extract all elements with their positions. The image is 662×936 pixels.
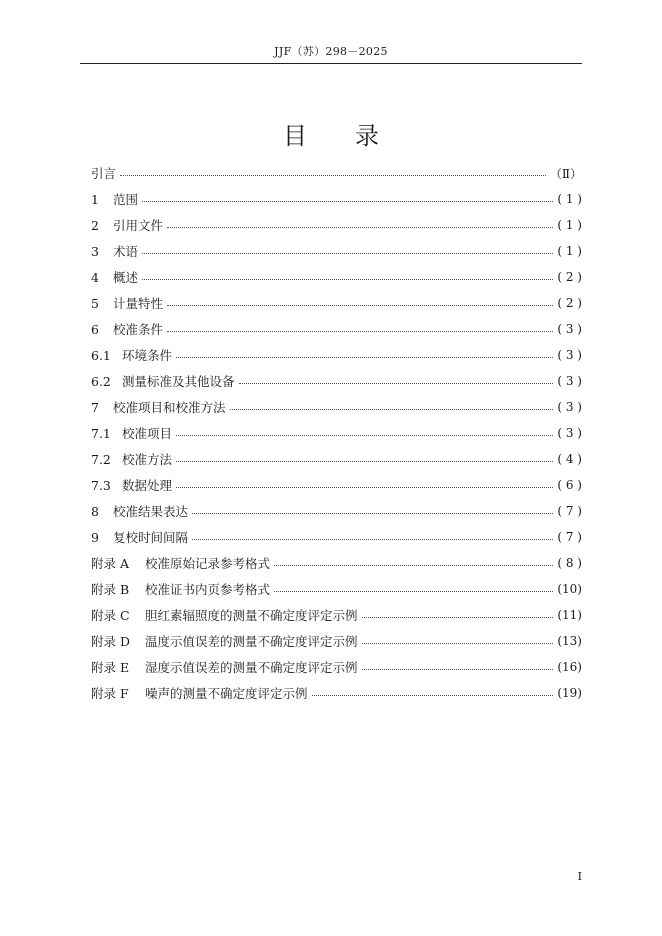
- toc-leader-dots: [362, 668, 554, 670]
- toc-label: [91, 268, 138, 286]
- header-rule: [80, 63, 582, 64]
- toc-page-number: (16): [557, 660, 582, 674]
- toc-page-number: (11): [557, 608, 582, 622]
- toc-leader-dots: [230, 408, 554, 410]
- toc-entry-text: 引言: [91, 166, 117, 181]
- toc-page-number: （Ⅱ）: [549, 166, 582, 181]
- toc-page-number: ( 3 ): [557, 400, 582, 414]
- toc-label: [91, 476, 172, 494]
- toc-entry-appendix-e[interactable]: [91, 654, 582, 680]
- toc-entry-number: 2: [91, 218, 99, 233]
- toc-entry-number: 6: [91, 322, 99, 337]
- toc-entry-7[interactable]: [91, 394, 582, 420]
- toc-entry-appendix-f[interactable]: [91, 680, 582, 706]
- toc-entry-1[interactable]: [91, 186, 582, 212]
- toc-page-number: ( 4 ): [557, 452, 582, 466]
- toc-label: [91, 346, 172, 364]
- toc-entry-number: 9: [91, 530, 99, 545]
- toc-label: [91, 190, 138, 208]
- toc-entry-number: 7.3: [91, 478, 111, 493]
- toc-entry-number: 附录 C: [91, 608, 130, 623]
- toc-entry-number: 6.2: [91, 374, 111, 389]
- toc-entry-7-1[interactable]: [91, 420, 582, 446]
- toc-entry-number: 附录 D: [91, 634, 130, 649]
- toc-label: [91, 450, 172, 468]
- toc-label: [91, 164, 116, 182]
- toc-entry-appendix-a[interactable]: [91, 550, 582, 576]
- toc-leader-dots: [274, 590, 553, 592]
- toc-entry-text: 噪声的测量不确定度评定示例: [145, 686, 308, 701]
- toc-entry-4[interactable]: [91, 264, 582, 290]
- toc-leader-dots: [274, 564, 553, 566]
- document-code-header: JJF（苏）298－2025: [274, 45, 388, 58]
- toc-leader-dots: [120, 174, 546, 176]
- toc-entry-6-2[interactable]: [91, 368, 582, 394]
- toc-page-number: (10): [557, 582, 582, 596]
- toc-entry-text: 校准方法: [122, 452, 173, 467]
- toc-leader-dots: [176, 356, 553, 358]
- table-of-contents: [91, 160, 582, 706]
- toc-leader-dots: [142, 252, 553, 254]
- toc-leader-dots: [192, 512, 553, 514]
- toc-entry-number: 7.2: [91, 452, 111, 467]
- toc-entry-7-2[interactable]: [91, 446, 582, 472]
- toc-entry-text: 校准项目: [122, 426, 173, 441]
- toc-entry-5[interactable]: [91, 290, 582, 316]
- toc-leader-dots: [176, 486, 553, 488]
- toc-leader-dots: [167, 226, 553, 228]
- toc-page-number: ( 6 ): [557, 478, 582, 492]
- toc-entry-text: 校准证书内页参考格式: [145, 582, 271, 597]
- toc-entry-7-3[interactable]: [91, 472, 582, 498]
- toc-entry-number: 5: [91, 296, 99, 311]
- toc-label: [91, 632, 358, 650]
- toc-entry-text: 校准项目和校准方法: [113, 400, 226, 415]
- toc-entry-number: 7: [91, 400, 99, 415]
- toc-entry-text: 数据处理: [122, 478, 173, 493]
- toc-label: [91, 554, 270, 572]
- toc-label: [91, 294, 163, 312]
- toc-entry-3[interactable]: [91, 238, 582, 264]
- toc-label: [91, 606, 358, 624]
- toc-entry-appendix-d[interactable]: [91, 628, 582, 654]
- toc-label: [91, 424, 172, 442]
- toc-entry-number: 3: [91, 244, 99, 259]
- toc-entry-6-1[interactable]: [91, 342, 582, 368]
- toc-page-number: (13): [557, 634, 582, 648]
- toc-leader-dots: [176, 460, 553, 462]
- toc-page-number: ( 3 ): [557, 348, 582, 362]
- toc-leader-dots: [312, 694, 554, 696]
- toc-entry-text: 引用文件: [113, 218, 164, 233]
- toc-entry-text: 测量标准及其他设备: [122, 374, 235, 389]
- toc-entry-number: 附录 A: [91, 556, 130, 571]
- toc-entry-text: 湿度示值误差的测量不确定度评定示例: [145, 660, 358, 675]
- toc-entry-number: 4: [91, 270, 99, 285]
- toc-label: [91, 502, 188, 520]
- toc-label: [91, 242, 138, 260]
- toc-entry-number: 附录 E: [91, 660, 130, 675]
- page-number: I: [577, 870, 582, 883]
- toc-leader-dots: [176, 434, 553, 436]
- toc-label: [91, 216, 163, 234]
- toc-entry-text: 计量特性: [113, 296, 164, 311]
- toc-label: [91, 528, 188, 546]
- toc-entry-text: 范围: [113, 192, 139, 207]
- toc-leader-dots: [362, 642, 554, 644]
- toc-label: [91, 372, 235, 390]
- toc-entry-text: 校准原始记录参考格式: [145, 556, 271, 571]
- toc-label: [91, 398, 226, 416]
- toc-entry-text: 校准条件: [113, 322, 164, 337]
- toc-page-number: ( 1 ): [557, 244, 582, 258]
- toc-entry-8[interactable]: [91, 498, 582, 524]
- toc-entry-6[interactable]: [91, 316, 582, 342]
- toc-leader-dots: [362, 616, 554, 618]
- toc-page-number: ( 2 ): [557, 270, 582, 284]
- toc-entry-number: 8: [91, 504, 99, 519]
- toc-entry-text: 温度示值误差的测量不确定度评定示例: [145, 634, 358, 649]
- toc-page-number: ( 3 ): [557, 426, 582, 440]
- toc-page-number: ( 3 ): [557, 374, 582, 388]
- toc-entry-number: 6.1: [91, 348, 111, 363]
- toc-entry-9[interactable]: [91, 524, 582, 550]
- toc-leader-dots: [167, 304, 553, 306]
- toc-label: [91, 684, 308, 702]
- toc-entry-number: 7.1: [91, 426, 111, 441]
- toc-leader-dots: [142, 200, 553, 202]
- toc-entry-text: 校准结果表达: [113, 504, 189, 519]
- toc-entry-text: 环境条件: [122, 348, 173, 363]
- toc-page-number: ( 3 ): [557, 322, 582, 336]
- toc-leader-dots: [142, 278, 553, 280]
- toc-leader-dots: [239, 382, 554, 384]
- toc-entry-text: 术语: [113, 244, 139, 259]
- toc-page-number: ( 8 ): [557, 556, 582, 570]
- toc-label: [91, 658, 358, 676]
- page-title: 目 录: [283, 122, 379, 150]
- toc-entry-appendix-b[interactable]: [91, 576, 582, 602]
- toc-entry-number: 1: [91, 192, 99, 207]
- toc-entry-number: 附录 B: [91, 582, 130, 597]
- toc-entry-appendix-c[interactable]: [91, 602, 582, 628]
- toc-page-number: ( 7 ): [557, 530, 582, 544]
- toc-page-number: ( 2 ): [557, 296, 582, 310]
- toc-entry-text: 概述: [113, 270, 139, 285]
- toc-leader-dots: [167, 330, 553, 332]
- toc-label: [91, 580, 270, 598]
- toc-entry-intro[interactable]: [91, 160, 582, 186]
- toc-entry-number: 附录 F: [91, 686, 129, 701]
- toc-label: [91, 320, 163, 338]
- toc-entry-2[interactable]: [91, 212, 582, 238]
- toc-page-number: ( 7 ): [557, 504, 582, 518]
- toc-page-number: ( 1 ): [557, 192, 582, 206]
- toc-page-number: ( 1 ): [557, 218, 582, 232]
- toc-entry-text: 胆红素辐照度的测量不确定度评定示例: [145, 608, 358, 623]
- toc-page-number: (19): [557, 686, 582, 700]
- toc-leader-dots: [192, 538, 553, 540]
- toc-entry-text: 复校时间间隔: [113, 530, 189, 545]
